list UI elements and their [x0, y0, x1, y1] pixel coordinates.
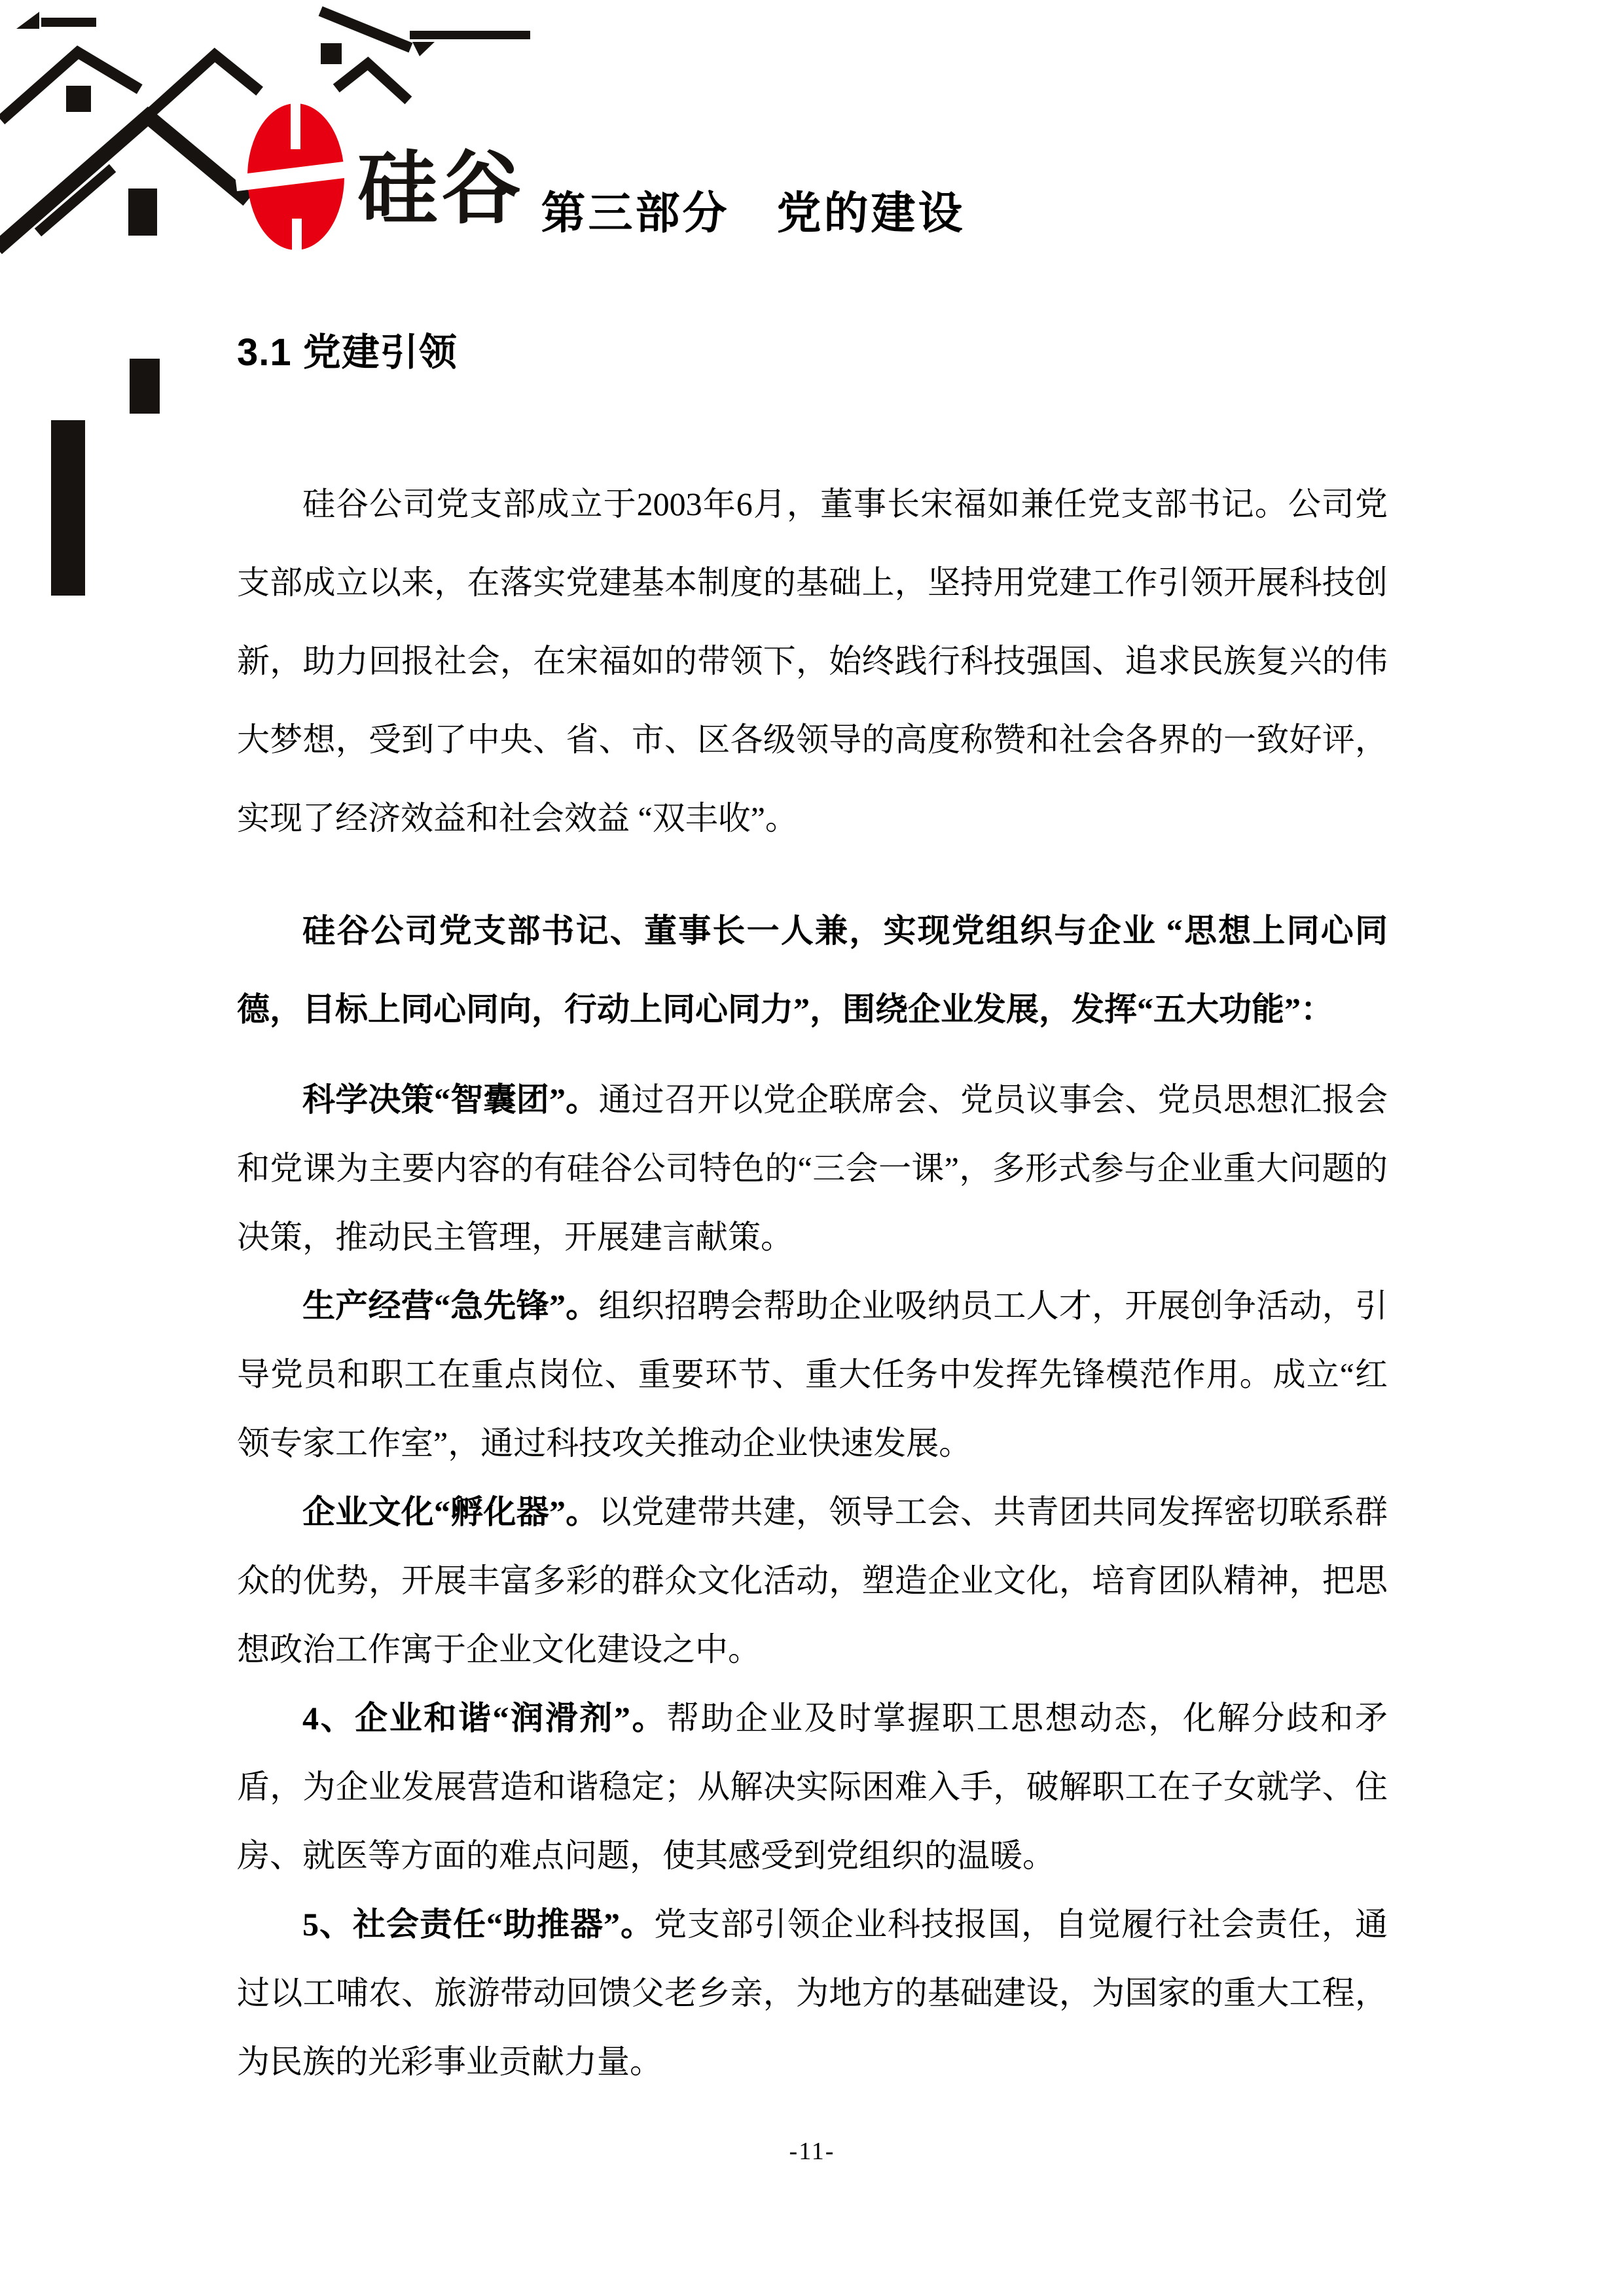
paragraph-text: 以党建带共建，领导工会、共青团共同发挥密切联系群众的优势，开展丰富多彩的群众文化活动，塑造企业文化，培育团队精神，把思想政治工作寓于企业文化建设之中。	[237, 1494, 1388, 1668]
paragraph-vanguard	[237, 1272, 1388, 1478]
section-heading: 3.1 党建引领	[237, 331, 458, 374]
paragraph-text: 党支部引领企业科技报国，自觉履行社会责任，通过以工哺农、旅游带动回馈父老乡亲，为地方的基础建设，为国家的重大工程，为民族的光彩事业贡献力量。	[237, 1906, 1388, 2080]
paragraph-incubator	[237, 1478, 1388, 1684]
paragraph-lubricant	[237, 1684, 1388, 1890]
logo-company-name: 硅谷	[357, 144, 525, 233]
paragraph-text: 帮助企业及时掌握职工思想动态，化解分歧和矛盾，为企业发展营造和谐稳定；从解决实际困难入手，破解职工在子女就学、住房、就医等方面的难点问题，使其感受到党组织的温暖。	[237, 1700, 1388, 1874]
paragraph-text: 通过召开以党企联席会、党员议事会、党员思想汇报会和党课为主要内容的有硅谷公司特色的“三会一课”，多形式参与企业重大问题的决策，推动民主管理，开展建言献策。	[237, 1081, 1388, 1255]
paragraph-booster	[237, 1890, 1388, 2096]
paragraph-text: 硅谷公司党支部成立于2003年6月，董事长宋福如兼任党支部书记。公司党支部成立以来，在落实党建基本制度的基础上，坚持用党建工作引领开展科技创新，助力回报社会，在宋福如的带领下，始终践行科技强国、追求民族复兴的伟大梦想，受到了中央、省、市、区各级领导的高度称赞和社会各界的一致好评，实现了经济效益和社会效益 “双丰收”。	[237, 486, 1388, 836]
paragraph-lead: 生产经营“急先锋”。	[302, 1287, 599, 1324]
paragraph-lead: 4、企业和谐“润滑剂”。	[302, 1700, 667, 1736]
document-body	[237, 465, 1388, 2096]
paragraph-lead: 硅谷公司党支部书记、董事长一人兼，实现党组织与企业 “思想上同心同德，目标上同心同向，行动上同心同力”，围绕企业发展，发挥“五大功能”：	[237, 912, 1388, 1028]
rooftops-art-icon	[0, 0, 530, 622]
company-logo	[0, 0, 530, 622]
page-number: -11-	[789, 2138, 835, 2165]
paragraph-lead: 5、社会责任“助推器”。	[302, 1906, 654, 1943]
paragraph-lead: 企业文化“孵化器”。	[302, 1494, 599, 1530]
page-title: 第三部分 党的建设	[541, 188, 965, 238]
paragraph-five-functions	[237, 891, 1388, 1049]
paragraph-think-tank	[237, 1066, 1388, 1272]
logo-s-emblem-icon	[235, 99, 357, 259]
paragraph-lead: 科学决策“智囊团”。	[302, 1081, 599, 1118]
paragraph-text: 组织招聘会帮助企业吸纳员工人才，开展创争活动，引导党员和职工在重点岗位、重要环节、重大任务中发挥先锋模范作用。成立“红领专家工作室”，通过科技攻关推动企业快速发展。	[237, 1287, 1388, 1462]
